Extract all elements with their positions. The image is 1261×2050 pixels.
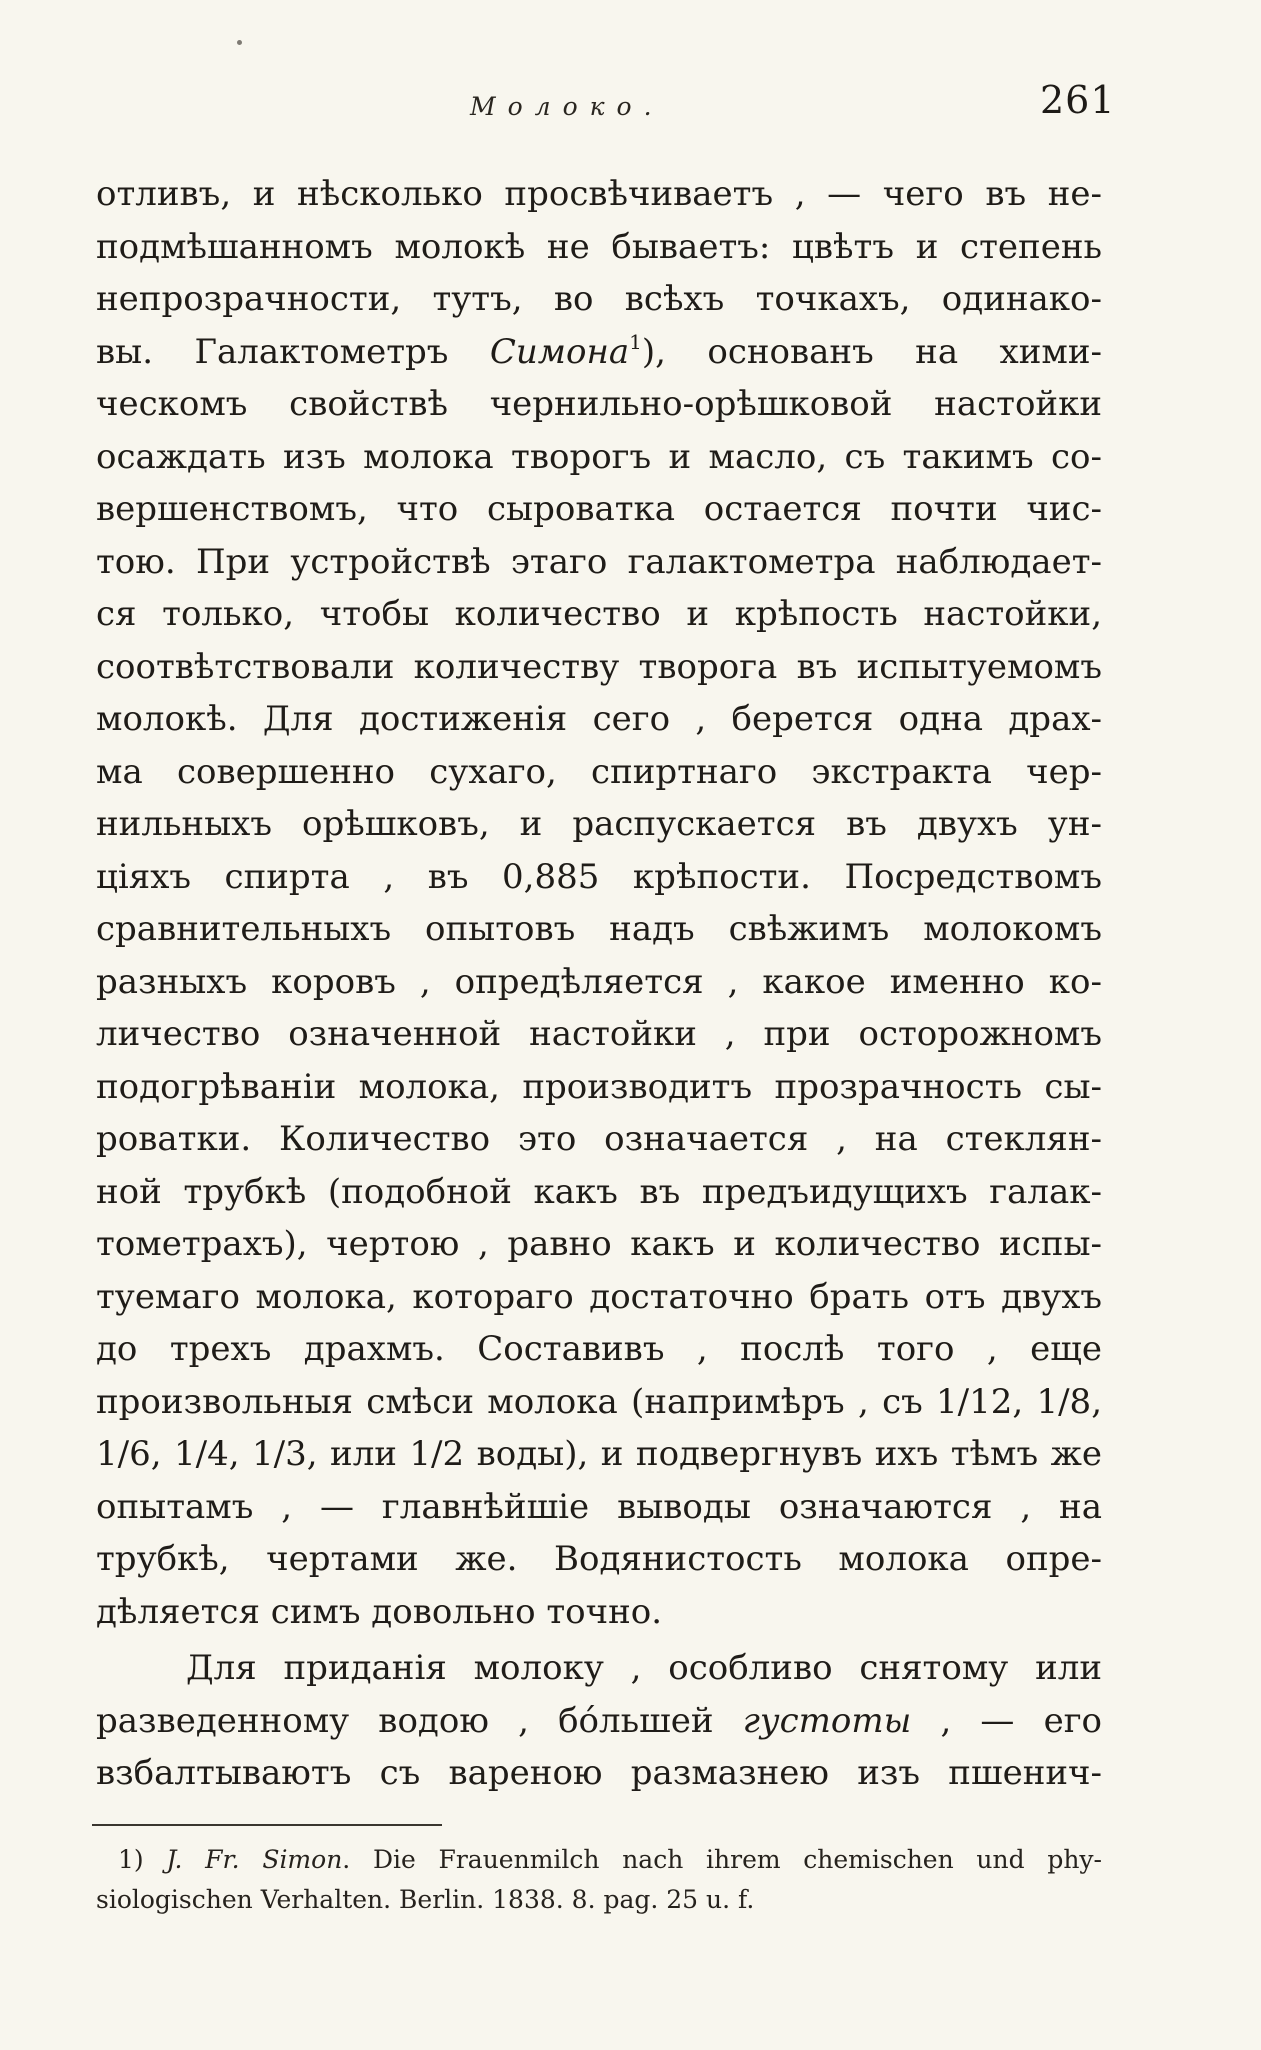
text-line — [96, 1113, 1102, 1166]
text-line — [96, 273, 1102, 326]
footnote-author: J. Fr. Simon — [166, 1845, 343, 1874]
text-run: разныхъ коровъ , опредѣляется , какое именно ко- — [96, 961, 1102, 1002]
text-run: туемаго молока, котораго достаточно брать отъ двухъ — [96, 1276, 1102, 1317]
footnote-divider — [92, 1824, 442, 1826]
text-run: молокѣ. Для достиженія сего , берется одна драх- — [96, 699, 1102, 739]
paragraph — [96, 1642, 1102, 1800]
text-line — [96, 746, 1102, 799]
text-line — [96, 483, 1102, 536]
text-run: , — его — [911, 1700, 1102, 1741]
text-run: взбалтываютъ съ вареною размазнею изъ пшенич- — [96, 1753, 1102, 1793]
text-run: вы. Галактометръ — [96, 331, 490, 372]
text-run: тометрахъ), чертою , равно какъ и количество испы- — [96, 1224, 1102, 1264]
text-run: непрозрачности, тутъ, во всѣхъ точкахъ, одинако- — [96, 279, 1102, 319]
text-run: ), основанъ на хими- — [641, 331, 1102, 372]
text-line — [96, 798, 1102, 851]
text-line — [96, 641, 1102, 694]
running-title: Молоко. — [470, 92, 664, 121]
text-run: трубкѣ, чертами же. Водянистость молока опре- — [96, 1539, 1102, 1579]
text-run: дѣляется симъ довольно точно. — [96, 1591, 663, 1632]
footnote-text: . Die Frauenmilch nach ihrem chemischen und phy- — [342, 1845, 1102, 1874]
footnote-marker: 1) — [118, 1845, 167, 1874]
text-line — [96, 588, 1102, 641]
body-text — [96, 168, 1102, 1800]
page-number: 261 — [1040, 78, 1116, 122]
text-run: 1/6, 1/4, 1/3, или 1/2 воды), и подвергнувъ ихъ тѣмъ же — [96, 1434, 1102, 1474]
text-line — [96, 956, 1102, 1009]
text-run: нильныхъ орѣшковъ, и распускается въ двухъ ун- — [96, 804, 1102, 844]
text-line — [96, 903, 1102, 956]
text-run: разведенному водою , бóльшей — [96, 1700, 743, 1741]
footnote — [96, 1840, 1102, 1920]
text-line — [96, 1166, 1102, 1219]
footnote-reference: 1 — [629, 329, 642, 354]
text-run: тою. При устройствѣ этаго галактометра наблюдает- — [96, 541, 1102, 582]
text-run: опытамъ , — главнѣйшіе выводы означаются , на — [96, 1486, 1102, 1527]
text-run: ся только, чтобы количество и крѣпость настойки, — [96, 594, 1102, 634]
text-run: произвольныя смѣси молока (напримѣръ , съ 1/12, 1/8, — [96, 1381, 1102, 1422]
text-line — [96, 1428, 1102, 1481]
text-line — [96, 378, 1102, 431]
text-run: ной трубкѣ (подобной какъ въ предъидущихъ галак- — [96, 1171, 1102, 1212]
text-line — [96, 431, 1102, 484]
text-line — [96, 1218, 1102, 1271]
text-line — [96, 1586, 1102, 1639]
text-run: Для приданія молоку , особливо снятому или — [186, 1648, 1102, 1688]
text-line — [96, 1695, 1102, 1748]
text-line — [96, 1376, 1102, 1429]
text-run: ма совершенно сухаго, спиртнаго экстракта чер- — [96, 751, 1102, 792]
text-line — [96, 168, 1102, 221]
text-run: подмѣшанномъ молокѣ не бываетъ: цвѣтъ и степень — [96, 226, 1102, 267]
text-line — [96, 536, 1102, 589]
text-run: вершенствомъ, что сыроватка остается почти чис- — [96, 489, 1102, 529]
text-line — [96, 1323, 1102, 1376]
text-line — [96, 1747, 1102, 1800]
text-line — [96, 1061, 1102, 1114]
text-run: густоты — [742, 1700, 912, 1741]
text-line — [96, 1642, 1102, 1695]
text-run: осаждать изъ молока творогъ и масло, съ такимъ со- — [96, 436, 1102, 477]
footnote-line — [96, 1880, 1102, 1920]
text-line — [96, 1271, 1102, 1324]
text-run: ческомъ свойствѣ чернильно-орѣшковой настойки — [96, 384, 1102, 424]
text-line — [96, 221, 1102, 274]
text-run: сравнительныхъ опытовъ надъ свѣжимъ молокомъ — [96, 909, 1102, 949]
footnote-text: siologischen Verhalten. Berlin. 1838. 8. pag. 25 u. f. — [96, 1885, 755, 1914]
text-line — [96, 693, 1102, 746]
text-line — [96, 851, 1102, 904]
text-run: личество означенной настойки , при осторожномъ — [96, 1014, 1102, 1054]
text-run: подогрѣваніи молока, производитъ прозрачность сы- — [96, 1066, 1102, 1107]
paragraph — [96, 168, 1102, 1638]
text-run: роватки. Количество это означается , на стеклян- — [96, 1119, 1102, 1159]
text-line — [96, 326, 1102, 379]
text-run: ціяхъ спирта , въ 0,885 крѣпости. Посредствомъ — [96, 856, 1102, 897]
text-run: Симона — [489, 331, 630, 372]
text-run: до трехъ драхмъ. Составивъ , послѣ того , еще — [96, 1329, 1102, 1369]
text-line — [96, 1481, 1102, 1534]
text-line — [96, 1533, 1102, 1586]
text-run: отливъ, и нѣсколько просвѣчиваетъ , — чего въ не- — [96, 174, 1102, 214]
text-run: соотвѣтствовали количеству творога въ испытуемомъ — [96, 646, 1102, 687]
text-line — [96, 1008, 1102, 1061]
footnote-line — [96, 1840, 1102, 1880]
ink-speck — [237, 40, 242, 45]
